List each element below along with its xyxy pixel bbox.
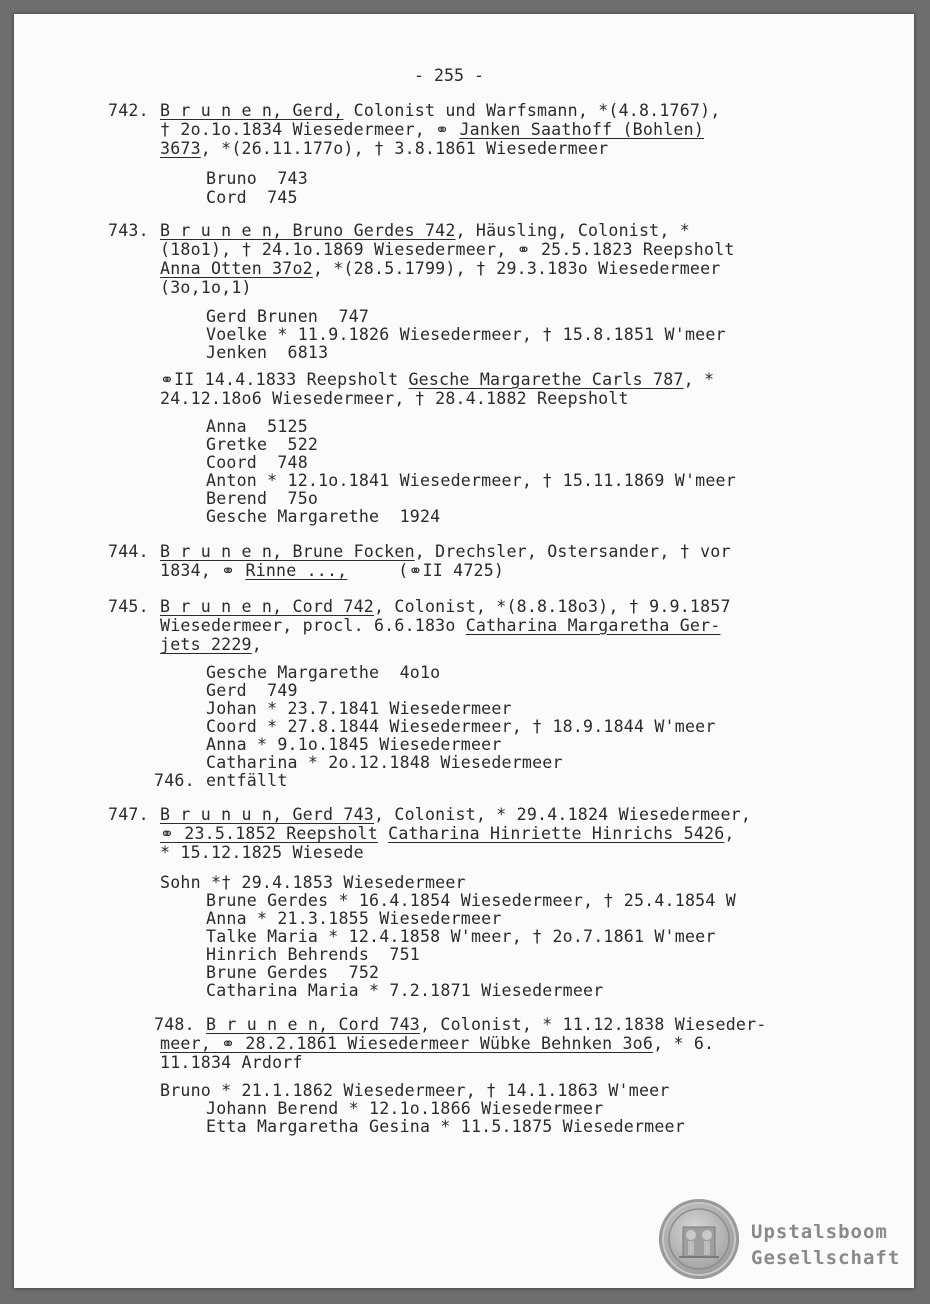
text-line — [206, 982, 603, 1000]
underlined-text: B r u n e n, Gerd, — [160, 101, 344, 120]
underlined-text: meer, ⚭ 28.2.1861 Wiesedermeer — [160, 1034, 480, 1053]
text-segment: Bruno 743 — [206, 169, 308, 188]
text-segment: Etta Margaretha Gesina * 11.5.1875 Wiesedermeer — [206, 1117, 685, 1136]
text-segment: Catharina * 2o.12.1848 Wiesedermeer — [206, 753, 563, 772]
text-segment: Gesche Margarethe 1924 — [206, 507, 441, 526]
text-segment: Anna * 21.3.1855 Wiesedermeer — [206, 909, 502, 928]
text-line — [206, 928, 716, 946]
underlined-text: Catharina Hinriette Hinrichs 5426 — [388, 824, 725, 843]
entry-number: 744. — [108, 542, 149, 561]
text-segment: Brune Gerdes 752 — [206, 963, 380, 982]
text-line — [206, 490, 318, 508]
entry-number: 742. — [108, 101, 149, 120]
text-line — [108, 542, 731, 561]
text-line — [154, 1015, 767, 1034]
text-line — [160, 121, 704, 139]
text-segment: Anton * 12.1o.1841 Wiesedermeer, † 15.11.1869 W'meer — [206, 471, 736, 490]
text-segment: , *(26.11.177o), † 3.8.1861 Wiesedermeer — [200, 139, 609, 158]
text-line — [160, 260, 720, 278]
text-segment: , — [251, 635, 262, 654]
underlined-text: jets 2229 — [160, 635, 252, 654]
underlined-text: B r u n e n, Brune Focken — [160, 542, 415, 561]
text-segment: (⚭II 4725) — [347, 561, 505, 580]
underlined-text: ⚭ 23.5.1852 Reepsholt — [160, 824, 378, 843]
entry-number: 743. — [108, 221, 149, 240]
text-segment: Talke Maria * 12.4.1858 W'meer, † 2o.7.1861 W'meer — [206, 927, 716, 946]
text-line — [206, 700, 512, 718]
text-segment: entfällt — [206, 771, 288, 790]
text-line — [108, 597, 731, 616]
text-segment: Johan * 23.7.1841 Wiesedermeer — [206, 699, 512, 718]
text-line — [206, 946, 420, 964]
text-segment: Wiesedermeer, procl. 6.6.183o — [160, 616, 466, 635]
entry-number: 747. — [108, 805, 149, 824]
text-line — [206, 1118, 685, 1136]
text-segment: ⚭II 14.4.1833 Reepsholt — [160, 370, 409, 389]
text-segment: Jenken 6813 — [206, 343, 329, 362]
logo-line-2: Gesellschaft — [751, 1247, 901, 1269]
text-line — [206, 964, 379, 982]
text-line — [160, 617, 720, 635]
text-line — [206, 718, 716, 736]
text-line — [206, 508, 440, 526]
text-segment: , Colonist, * 29.4.1824 Wiesedermeer, — [374, 805, 752, 824]
text-line — [160, 1035, 714, 1053]
text-line — [206, 754, 563, 772]
underlined-text: B r u n e n, Bruno Gerdes 742 — [160, 221, 456, 240]
text-segment: Coord 748 — [206, 453, 308, 472]
text-segment: Anna * 9.1o.1845 Wiesedermeer — [206, 735, 502, 754]
text-segment: Coord * 27.8.1844 Wiesedermeer, † 18.9.1844 W'meer — [206, 717, 716, 736]
text-segment: Catharina Maria * 7.2.1871 Wiesedermeer — [206, 981, 604, 1000]
entry-number: 745. — [108, 597, 149, 616]
text-segment: Berend 75o — [206, 489, 319, 508]
underlined-text: B r u n u n, Gerd 743 — [160, 805, 374, 824]
text-segment: , * — [683, 370, 715, 389]
underlined-text: B r u n e n, Cord 743 — [206, 1015, 420, 1034]
text-line — [160, 241, 735, 259]
text-segment: Gesche Margarethe 4o1o — [206, 663, 441, 682]
page-number: - 255 - — [414, 66, 484, 85]
text-line — [108, 221, 690, 240]
text-line — [206, 472, 736, 490]
text-line — [206, 1100, 603, 1118]
text-line — [160, 825, 735, 843]
document-page — [14, 14, 914, 1288]
text-segment: Hinrich Behrends 751 — [206, 945, 420, 964]
text-segment: Voelke * 11.9.1826 Wiesedermeer, † 15.8.1851 W'meer — [206, 325, 726, 344]
text-segment: Cord 745 — [206, 188, 298, 207]
text-line — [160, 562, 504, 580]
underlined-text: Anna Otten 37o2 — [160, 259, 313, 278]
text-segment: , Drechsler, Ostersander, † vor — [414, 542, 731, 561]
text-segment: , Colonist, * 11.12.1838 Wieseder- — [420, 1015, 767, 1034]
text-line — [206, 189, 298, 207]
text-segment: (3o,1o,1) — [160, 278, 252, 297]
underlined-text: Wübke Behnken 3o6 — [479, 1034, 654, 1053]
text-line — [206, 454, 308, 472]
underlined-text: Gesche Margarethe Carls 787 — [408, 370, 684, 389]
text-line — [160, 874, 466, 892]
text-line — [206, 682, 298, 700]
text-segment: * 15.12.1825 Wiesede — [160, 843, 364, 862]
text-line — [160, 390, 629, 408]
text-segment — [378, 824, 388, 843]
text-segment: Sohn *† 29.4.1853 Wiesedermeer — [160, 873, 466, 892]
text-line — [154, 771, 288, 790]
text-line — [206, 308, 369, 326]
text-line — [108, 101, 721, 120]
underlined-text: B r u n e n, Cord 742 — [160, 597, 374, 616]
text-segment: , Häusling, Colonist, * — [455, 221, 690, 240]
text-segment: Gretke 522 — [206, 435, 319, 454]
text-line — [160, 1054, 303, 1072]
text-line — [160, 371, 714, 389]
text-segment: , *(28.5.1799), † 29.3.183o Wiesedermeer — [312, 259, 721, 278]
text-line — [206, 436, 318, 454]
text-line — [160, 1082, 670, 1100]
text-line — [206, 664, 440, 682]
text-line — [160, 636, 262, 654]
text-line — [108, 805, 752, 824]
text-line — [206, 170, 308, 188]
text-line — [206, 892, 736, 910]
text-segment: Colonist und Warfsmann, *(4.8.1767), — [343, 101, 721, 120]
entry-number: 748. — [154, 1015, 195, 1034]
text-segment: Bruno * 21.1.1862 Wiesedermeer, † 14.1.1863 W'meer — [160, 1081, 670, 1100]
text-segment: Gerd Brunen 747 — [206, 307, 370, 326]
text-line — [206, 344, 328, 362]
underlined-text: Catharina Margaretha Ger- — [465, 616, 721, 635]
text-segment: 1834, ⚭ — [160, 561, 246, 580]
text-segment: Anna 5125 — [206, 417, 308, 436]
underlined-text: Janken Saathoff (Bohlen) — [459, 120, 705, 139]
text-segment: 11.1834 Ardorf — [160, 1053, 303, 1072]
entry-number: 746. — [154, 771, 195, 790]
text-segment: Brune Gerdes * 16.4.1854 Wiesedermeer, † 25.4.1854 W — [206, 891, 736, 910]
text-segment: , Colonist, *(8.8.18o3), † 9.9.1857 — [374, 597, 731, 616]
text-line — [206, 736, 502, 754]
text-line — [160, 279, 252, 297]
underlined-text: 3673 — [160, 139, 201, 158]
underlined-text: Rinne ..., — [245, 561, 348, 580]
seal-icon — [659, 1199, 739, 1279]
text-segment: Johann Berend * 12.1o.1866 Wiesedermeer — [206, 1099, 604, 1118]
text-line — [160, 140, 608, 158]
text-line — [206, 326, 726, 344]
text-line — [160, 844, 364, 862]
text-segment: Gerd 749 — [206, 681, 298, 700]
text-segment: , * 6. — [653, 1034, 715, 1053]
text-segment: † 2o.1o.1834 Wiesedermeer, ⚭ — [160, 120, 460, 139]
text-segment: 24.12.18o6 Wiesedermeer, † 28.4.1882 Reepsholt — [160, 389, 629, 408]
text-line — [206, 418, 308, 436]
society-logo — [659, 1199, 909, 1285]
text-line — [206, 910, 502, 928]
logo-line-1: Upstalsboom — [751, 1221, 888, 1243]
text-segment: , — [724, 824, 735, 843]
text-segment: (18o1), † 24.1o.1869 Wiesedermeer, ⚭ 25.5.1823 Reepsholt — [160, 240, 735, 259]
